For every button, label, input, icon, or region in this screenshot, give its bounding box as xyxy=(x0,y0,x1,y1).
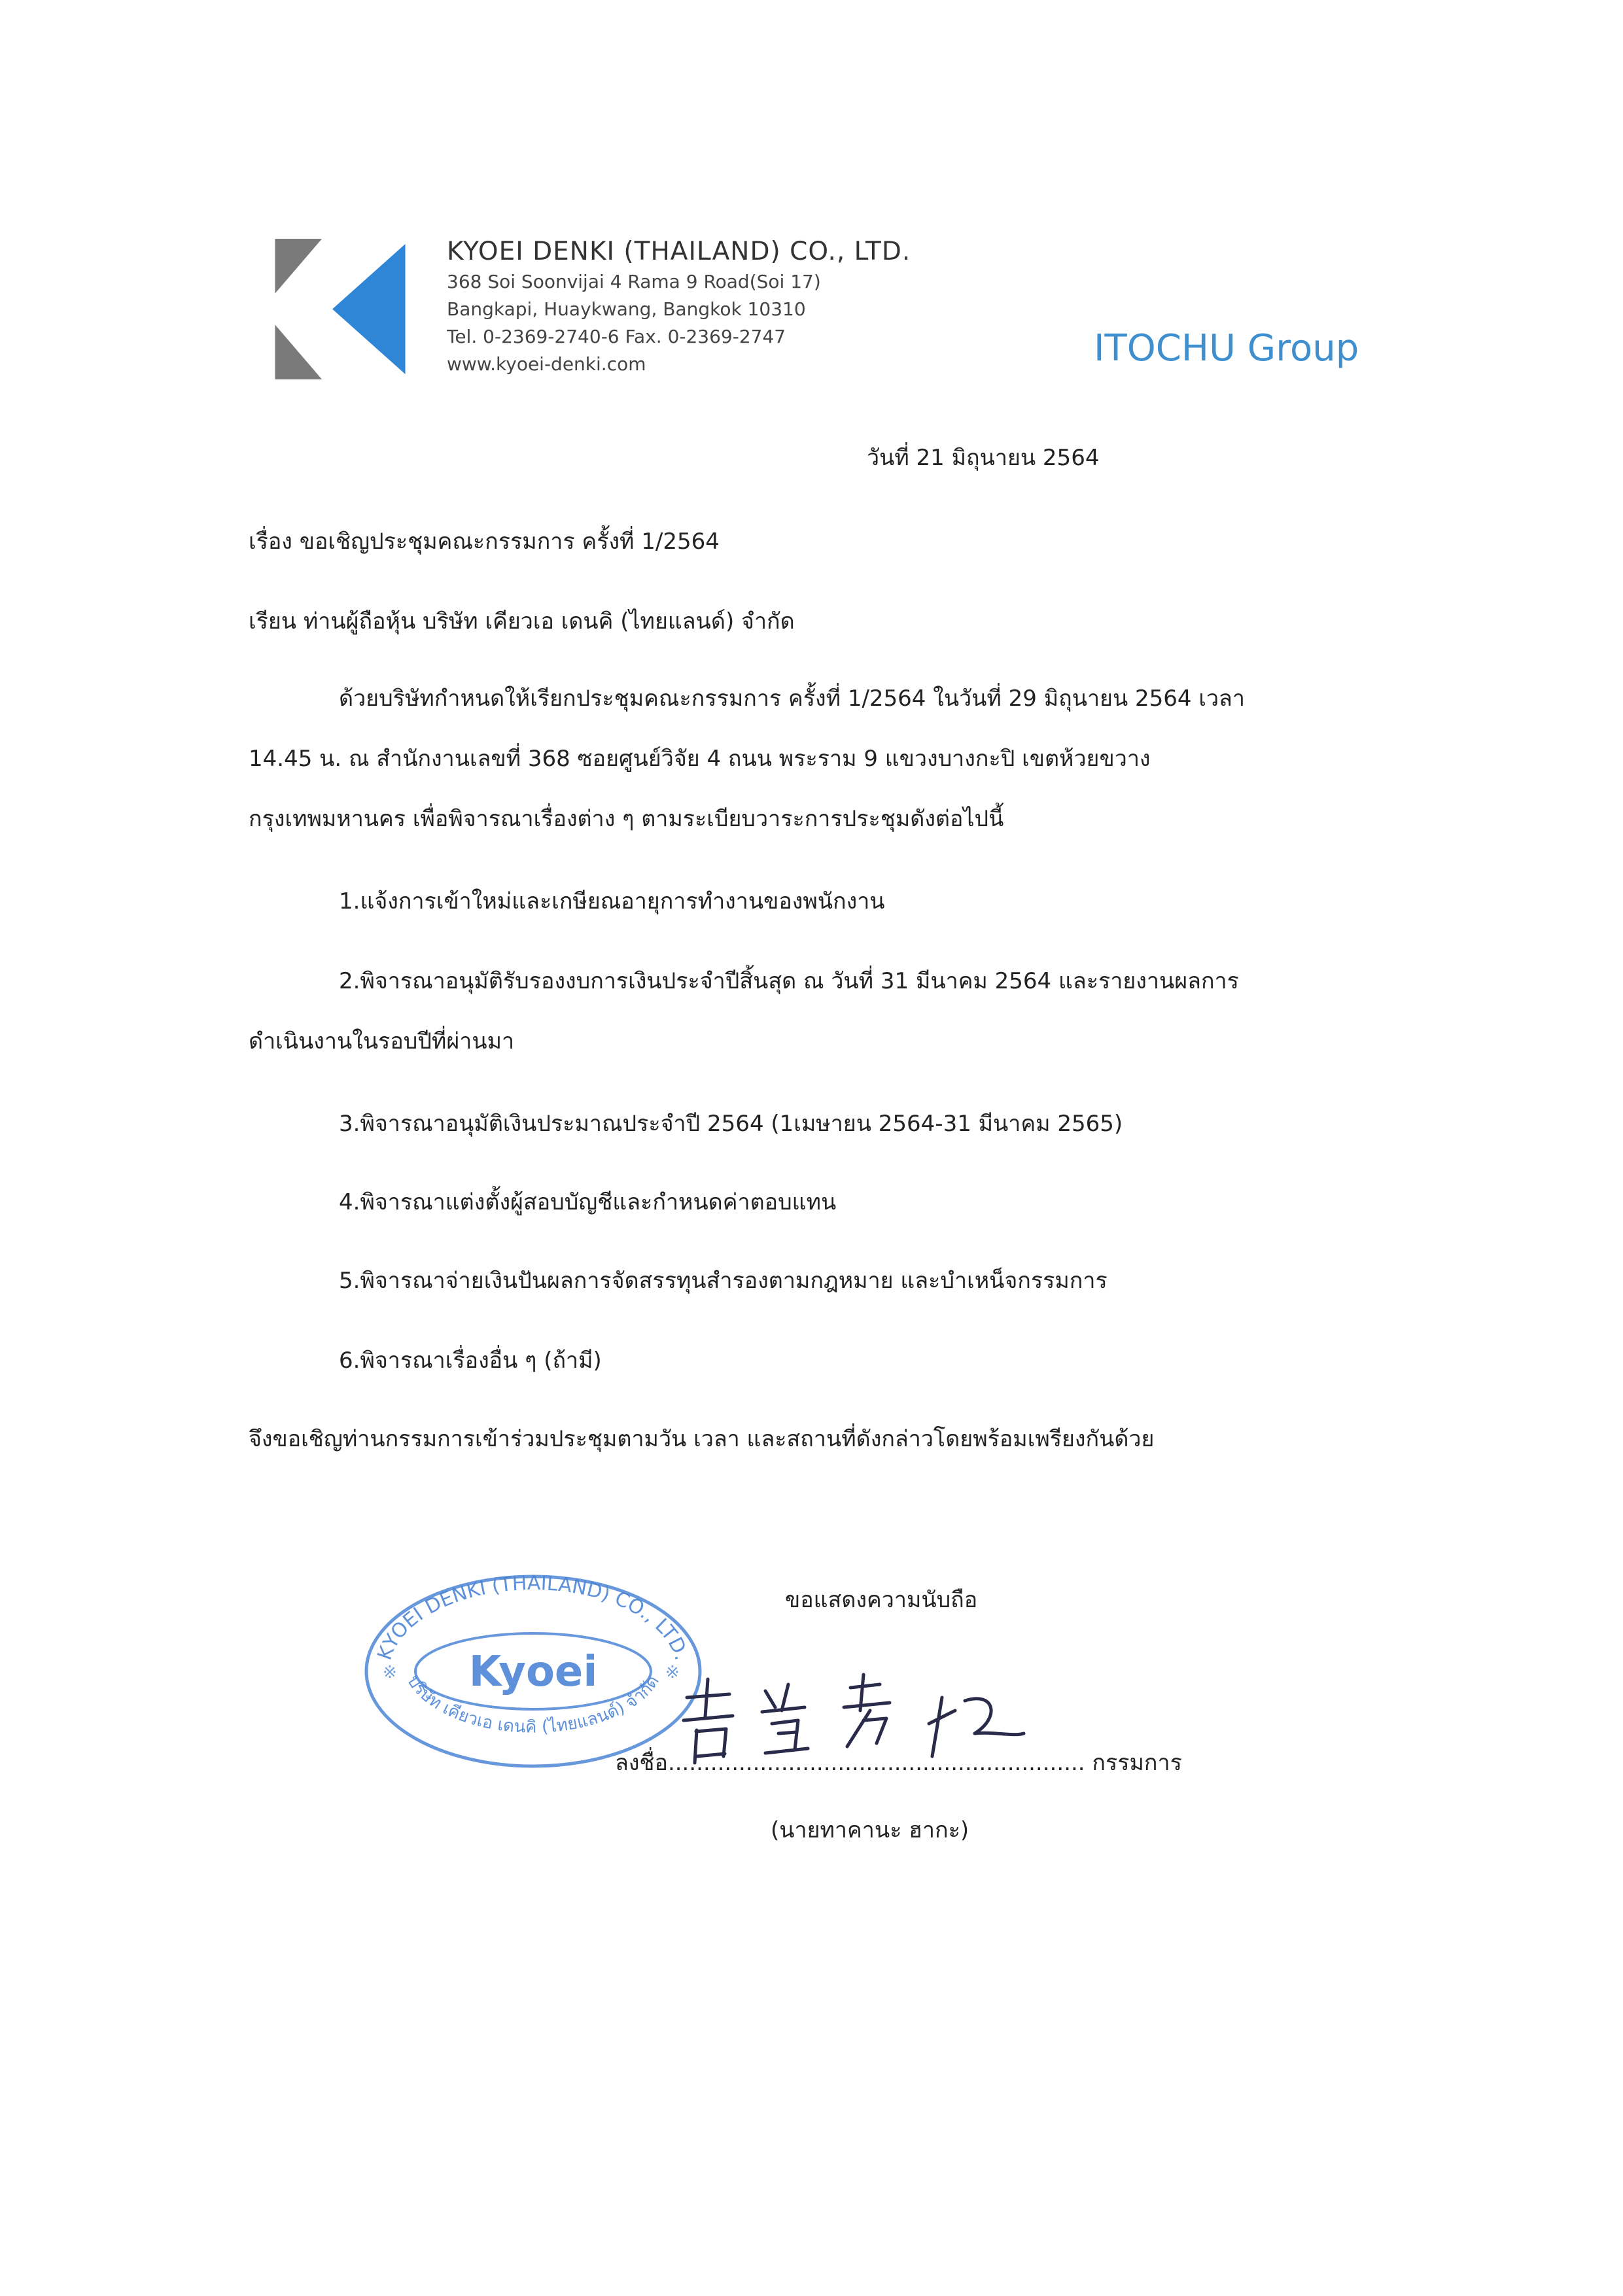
svg-text:※: ※ xyxy=(383,1663,397,1682)
address-line-2: Bangkapi, Huaykwang, Bangkok 10310 xyxy=(447,298,806,320)
agenda-item: 3.พิจารณาอนุมัติเงินประมาณประจำปี 2564 (1เมษายน 2564-31 มีนาคม 2565) xyxy=(339,1111,1123,1137)
agenda-item: 6.พิจารณาเรื่องอื่น ๆ (ถ้ามี) xyxy=(339,1348,602,1374)
agenda-item: 4.พิจารณาแต่งตั้งผู้สอบบัญชีและกำหนดค่าตอบแทน xyxy=(339,1189,837,1215)
agenda-item: 1.แจ้งการเข้าใหม่และเกษียณอายุการทำงานของพนักงาน xyxy=(339,888,885,914)
group-name: ITOCHU Group xyxy=(1094,327,1359,370)
sign-dots: ........................................................... xyxy=(667,1750,1085,1776)
agenda-item: 5.พิจารณาจ่ายเงินปันผลการจัดสรรทุนสำรองตามกฎหมาย และบำเหน็จกรรมการ xyxy=(339,1268,1108,1294)
company-stamp xyxy=(363,1573,703,1769)
closing-sentence: จึงขอเชิญท่านกรรมการเข้าร่วมประชุมตามวัน เวลา และสถานที่ดังกล่าวโดยพร้อมเพรียงกันด้วย xyxy=(249,1426,1155,1452)
sign-prefix: ลงชื่อ xyxy=(615,1750,668,1776)
regards: ขอแสดงความนับถือ xyxy=(785,1587,978,1613)
stamp-brand: Kyoei xyxy=(468,1648,598,1696)
handwritten-signature xyxy=(667,1671,1060,1776)
company-name: KYOEI DENKI (THAILAND) CO., LTD. xyxy=(447,237,911,266)
address-line-1: 368 Soi Soonvijai 4 Rama 9 Road(Soi 17) xyxy=(447,271,821,292)
stamp-ring-text: KYOEI DENKI (THAILAND) CO., LTD. xyxy=(373,1573,693,1663)
signer-name: (นายทาคานะ ฮากะ) xyxy=(771,1817,969,1843)
kyoei-k-logo-icon xyxy=(275,239,406,379)
letter-date: วันที่ 21 มิถุนายน 2564 xyxy=(867,445,1100,471)
contact-line: Tel. 0-2369-2740-6 Fax. 0-2369-2747 xyxy=(447,326,786,347)
svg-text:※: ※ xyxy=(665,1663,680,1682)
letter-recipient: เรียน ท่านผู้ถือหุ้น บริษัท เคียวเอ เดนคิ (ไทยแลนด์) จำกัด xyxy=(249,608,795,635)
intro-line: ด้วยบริษัทกำหนดให้เรียกประชุมคณะกรรมการ ครั้งที่ 1/2564 ในวันที่ 29 มิถุนายน 2564 เวลา xyxy=(339,686,1245,712)
sign-role: กรรมการ xyxy=(1092,1750,1182,1776)
agenda-item: ดำเนินงานในรอบปีที่ผ่านมา xyxy=(249,1028,515,1054)
website: www.kyoei-denki.com xyxy=(447,353,646,375)
agenda-item: 2.พิจารณาอนุมัติรับรองงบการเงินประจำปีสิ้นสุด ณ วันที่ 31 มีนาคม 2564 และรายงานผลการ xyxy=(339,968,1239,994)
intro-line: 14.45 น. ณ สำนักงานเลขที่ 368 ซอยศูนย์วิจัย 4 ถนน พระราม 9 แขวงบางกะปิ เขตห้วยขวาง xyxy=(249,746,1151,772)
intro-line: กรุงเทพมหานคร เพื่อพิจารณาเรื่องต่าง ๆ ตามระเบียบวาระการประชุมดังต่อไปนี้ xyxy=(249,806,1004,832)
stamp-thai-text: บริษัท เคียวเอ เดนคิ (ไทยแลนด์) จำกัด xyxy=(403,1672,663,1737)
letter-subject: เรื่อง ขอเชิญประชุมคณะกรรมการ ครั้งที่ 1/2564 xyxy=(249,529,720,555)
